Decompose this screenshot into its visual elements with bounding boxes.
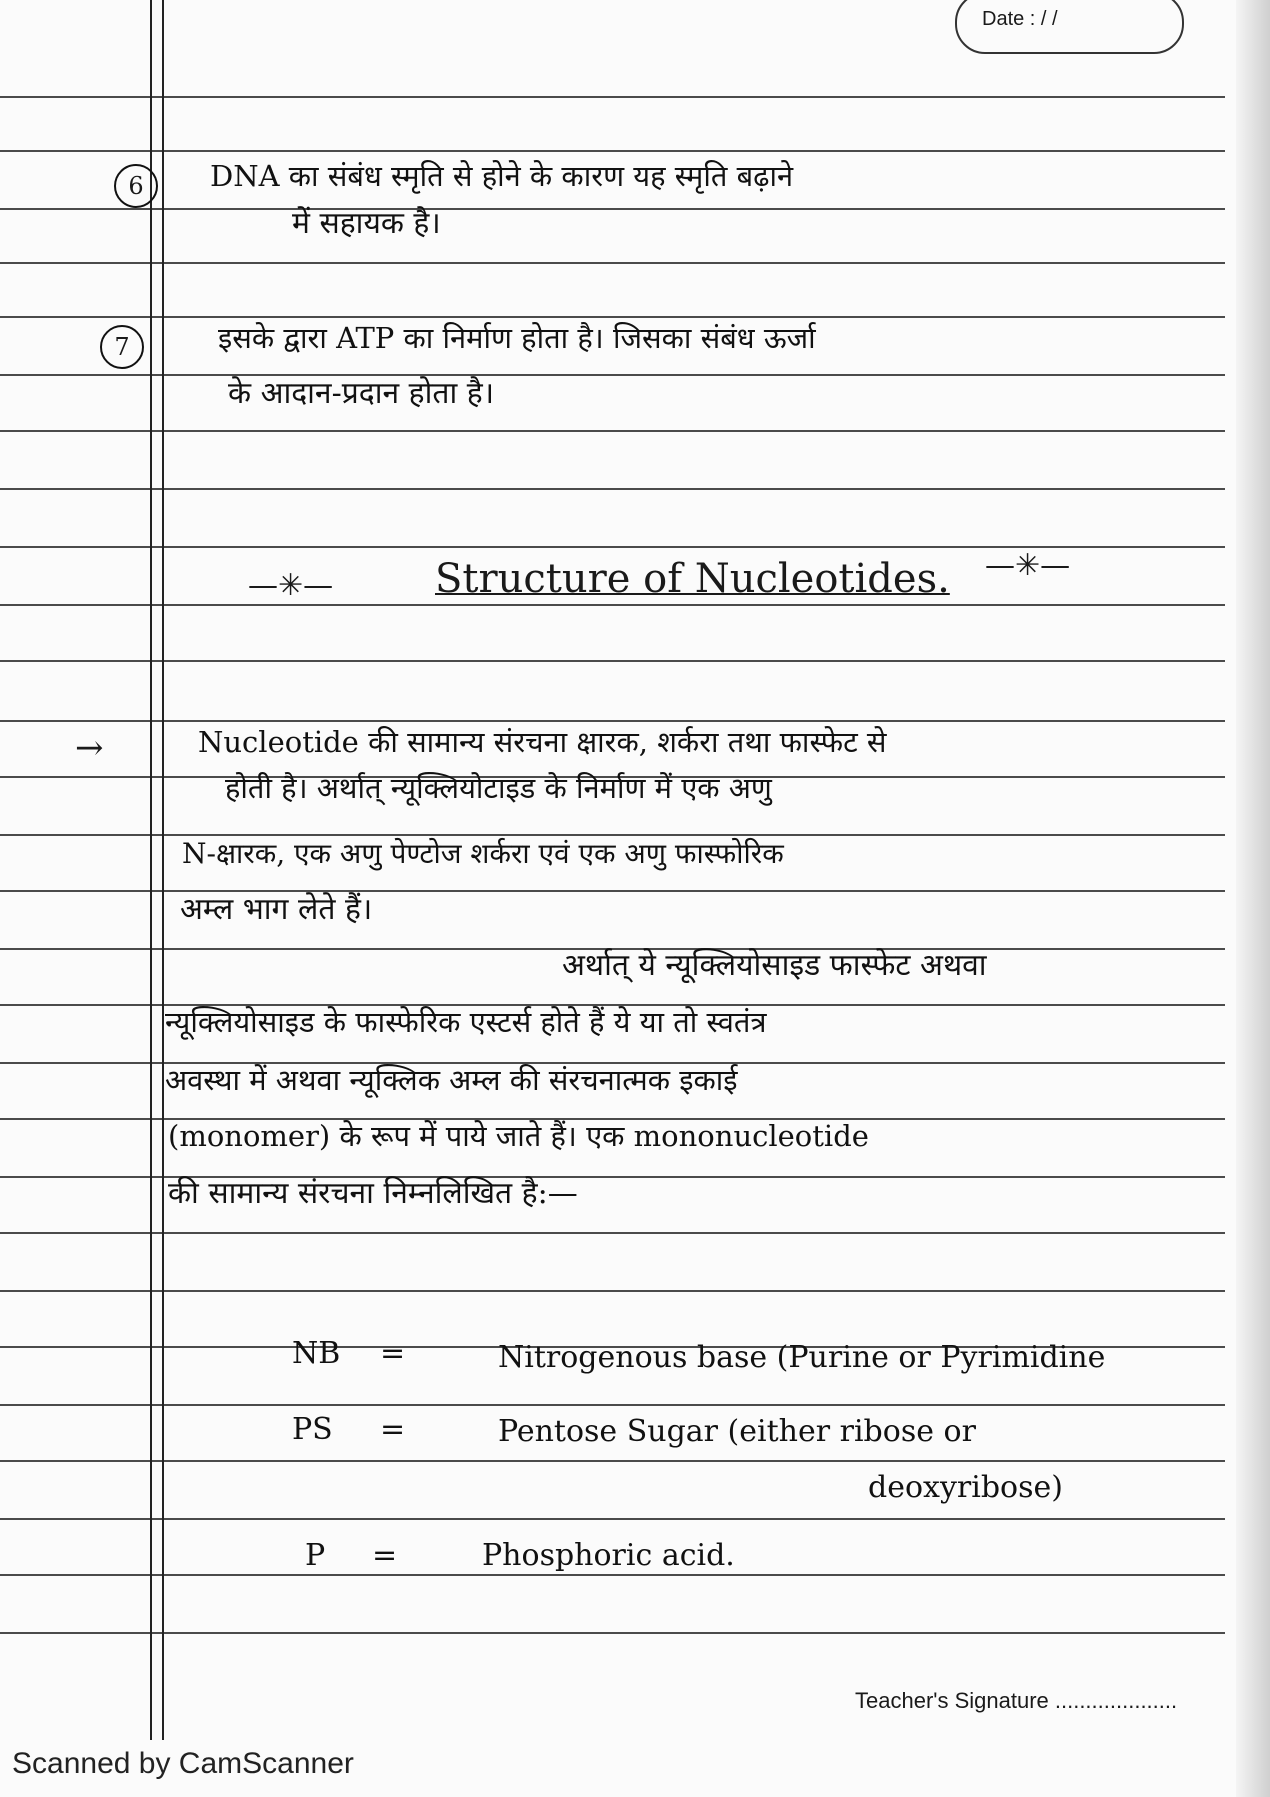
sparkle-decoration-right: —✳— xyxy=(985,548,1071,583)
arrow-icon: → xyxy=(75,728,104,768)
ruled-line xyxy=(0,150,1225,152)
paragraph-1-line-2: होती है। अर्थात् न्यूक्लियोटाइड के निर्माण में एक अणु xyxy=(225,771,772,805)
item-7-line-2: के आदान-प्रदान होता है। xyxy=(228,376,495,411)
definition-meaning-ps: Pentose Sugar (either ribose or xyxy=(498,1414,976,1449)
ruled-line xyxy=(0,316,1225,318)
ruled-line xyxy=(0,1232,1225,1234)
teacher-signature-label: Teacher's Signature .................... xyxy=(855,1688,1178,1713)
ruled-line xyxy=(0,1518,1225,1520)
ruled-line xyxy=(0,430,1225,432)
item-number-6: 6 xyxy=(114,164,158,208)
item-7-line-1: इसके द्वारा ATP का निर्माण होता है। जिसका संबंध ऊर्जा xyxy=(218,321,816,355)
ruled-line xyxy=(0,262,1225,264)
ruled-line xyxy=(0,1460,1225,1462)
definition-meaning-ps-cont: deoxyribose) xyxy=(868,1470,1063,1505)
paragraph-1-line-1: Nucleotide की सामान्य संरचना क्षारक, शर्करा तथा फास्फेट से xyxy=(198,725,887,759)
paragraph-2-line-5: की सामान्य संरचना निम्नलिखित है:— xyxy=(168,1176,578,1211)
date-label: Date : / / xyxy=(982,8,1058,30)
ruled-line xyxy=(0,660,1225,662)
item-6-line-2: में सहायक है। xyxy=(292,206,441,241)
scanner-watermark: Scanned by CamScanner xyxy=(12,1747,354,1780)
paragraph-1-line-4: अम्ल भाग लेते हैं। xyxy=(180,892,373,927)
item-6-line-1: DNA का संबंध स्मृति से होने के कारण यह स्मृति बढ़ाने xyxy=(210,159,794,193)
paragraph-2-line-3: अवस्था में अथवा न्यूक्लिक अम्ल की संरचनात्मक इकाई xyxy=(165,1063,738,1097)
ruled-line xyxy=(0,374,1225,376)
definition-abbr-ps: PS xyxy=(292,1412,333,1447)
ruled-line xyxy=(0,1290,1225,1292)
paragraph-1-line-3: N-क्षारक, एक अणु पेण्टोज शर्करा एवं एक अणु फास्फोरिक xyxy=(182,837,784,870)
ruled-line xyxy=(0,1632,1225,1634)
ruled-line xyxy=(0,488,1225,490)
ruled-line xyxy=(0,1574,1225,1576)
margin-line xyxy=(162,0,164,1740)
definition-eq-p: = xyxy=(372,1538,398,1573)
sparkle-decoration-left: —✳— xyxy=(248,568,334,603)
definition-abbr-p: P xyxy=(305,1538,326,1573)
page-heading: Structure of Nucleotides. xyxy=(435,556,950,602)
definition-abbr-nb: NB xyxy=(292,1336,341,1371)
ruled-line xyxy=(0,96,1225,98)
definition-eq-ps: = xyxy=(380,1412,406,1447)
definition-meaning-p: Phosphoric acid. xyxy=(482,1538,735,1573)
ruled-line xyxy=(0,604,1225,606)
paragraph-2-line-4: (monomer) के रूप में पाये जाते हैं। एक mononucleotide xyxy=(168,1119,869,1153)
ruled-line xyxy=(0,1404,1225,1406)
definition-eq-nb: = xyxy=(380,1336,406,1371)
margin-line xyxy=(150,0,152,1740)
definition-meaning-nb: Nitrogenous base (Purine or Pyrimidine xyxy=(498,1340,1106,1375)
page-edge xyxy=(1236,0,1270,1797)
ruled-line xyxy=(0,720,1225,722)
paragraph-2-line-2: न्यूक्लियोसाइड के फास्फेरिक एस्टर्स होते हैं ये या तो स्वतंत्र xyxy=(165,1005,767,1039)
item-number-7: 7 xyxy=(100,325,144,369)
ruled-line xyxy=(0,208,1225,210)
paragraph-2-line-1: अर्थात् ये न्यूक्लियोसाइड फास्फेट अथवा xyxy=(562,948,987,983)
